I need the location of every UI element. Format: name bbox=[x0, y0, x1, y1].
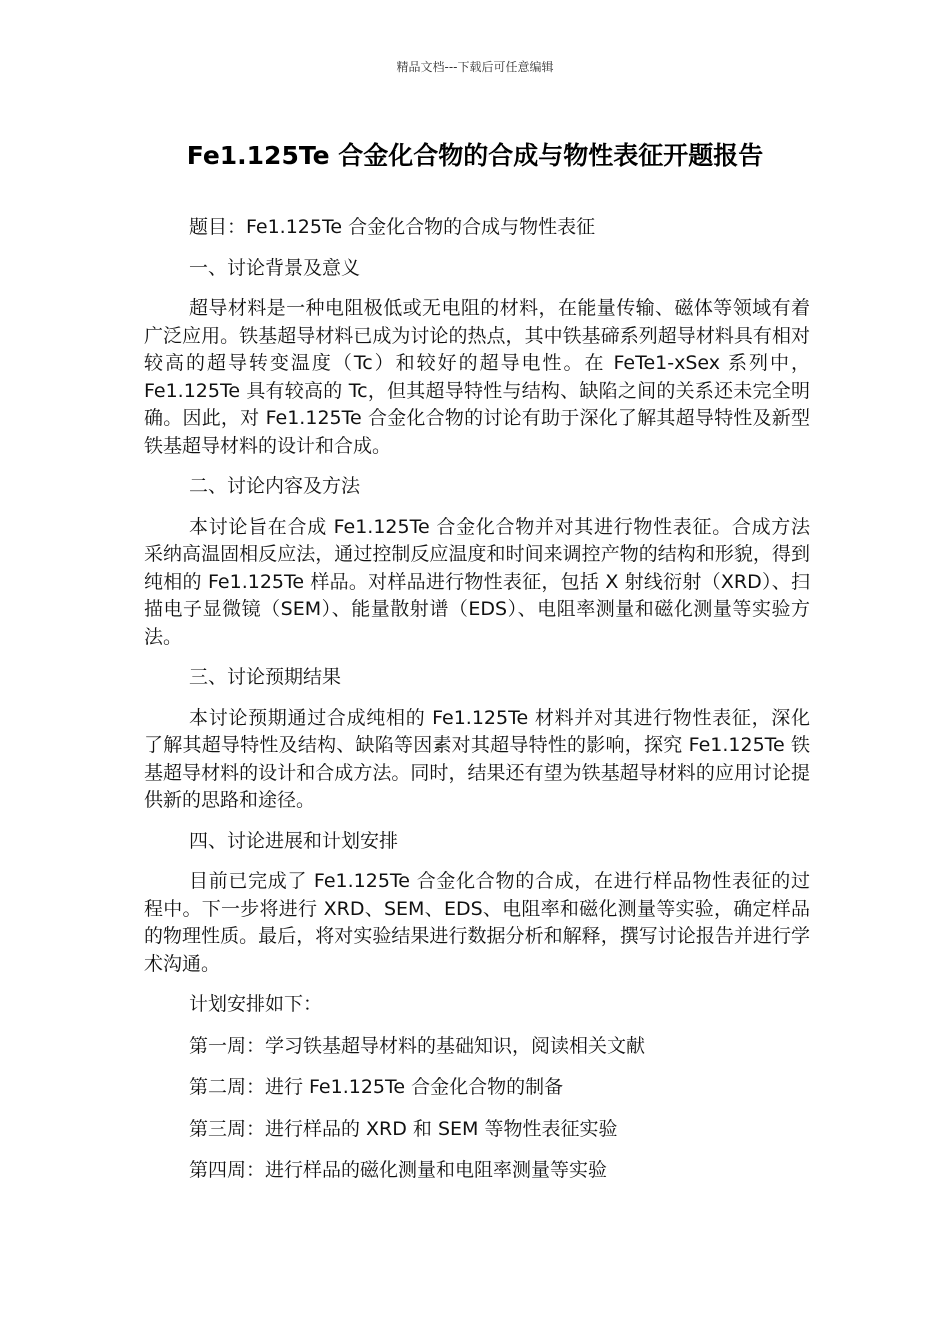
section-3-paragraph: 本讨论预期通过合成纯相的 Fe1.125Te 材料并对其进行物性表征，深化了解其超导特性及结构、缺陷等因素对其超导特性的影响，探究 Fe1.125Te 铁基超导材料的设计和合成方法。同时，结果还有望为铁基超导材料的应用讨论提供新的思路和途径。 bbox=[144, 706, 810, 811]
section-1-paragraph: 超导材料是一种电阻极低或无电阻的材料，在能量传输、磁体等领域有着广泛应用。铁基超导材料已成为讨论的热点，其中铁基碲系列超导材料具有相对较高的超导转变温度（Tc）和较好的超导电性。在 FeTe1-xSex 系列中，Fe1.125Te 具有较高的 Tc，但其超导特性与结构、缺陷之间的关系还未完全明确。因此，对 Fe1.125Te 合金化合物的讨论有助于深化了解其超导特性及新型铁基超导材料的设计和合成。 bbox=[144, 297, 810, 457]
section-3-heading: 三、讨论预期结果 bbox=[189, 666, 342, 688]
section-1-heading: 一、讨论背景及意义 bbox=[189, 256, 361, 279]
plan-item-week-4: 第四周：进行样品的磁化测量和电阻率测量等实验 bbox=[189, 1159, 608, 1181]
section-4-paragraph: 目前已完成了 Fe1.125Te 合金化合物的合成，在进行样品物性表征的过程中。下一步将进行 XRD、SEM、EDS、电阻率和磁化测量等实验，确定样品的物理性质。最后，将对实验结果进行数据分析和解释，撰写讨论报告并进行学术沟通。 bbox=[144, 870, 810, 975]
document-title: Fe1.125Te 合金化合物的合成与物性表征开题报告 bbox=[186, 141, 764, 170]
plan-intro: 计划安排如下： bbox=[189, 993, 323, 1015]
section-2-paragraph: 本讨论旨在合成 Fe1.125Te 合金化合物并对其进行物性表征。合成方法采纳高温固相反应法，通过控制反应温度和时间来调控产物的结构和形貌，得到纯相的 Fe1.125Te 样品。对样品进行物性表征，包括 X 射线衍射（XRD）、扫描电子显微镜（SEM）、能量散射谱（EDS）、电阻率测量和磁化测量等实验方法。 bbox=[144, 515, 810, 648]
plan-item-week-1: 第一周：学习铁基超导材料的基础知识，阅读相关文献 bbox=[189, 1034, 646, 1057]
section-2-heading: 二、讨论内容及方法 bbox=[189, 475, 361, 497]
topic-line: 题目：Fe1.125Te 合金化合物的合成与物性表征 bbox=[189, 216, 596, 238]
document-body bbox=[144, 214, 810, 1199]
plan-item-week-2: 第二周：进行 Fe1.125Te 合金化合物的制备 bbox=[189, 1076, 564, 1098]
section-4-heading: 四、讨论进展和计划安排 bbox=[189, 829, 399, 852]
header-note: 精品文档---下载后可任意编辑 bbox=[396, 60, 554, 74]
plan-item-week-3: 第三周：进行样品的 XRD 和 SEM 等物性表征实验 bbox=[189, 1117, 618, 1140]
